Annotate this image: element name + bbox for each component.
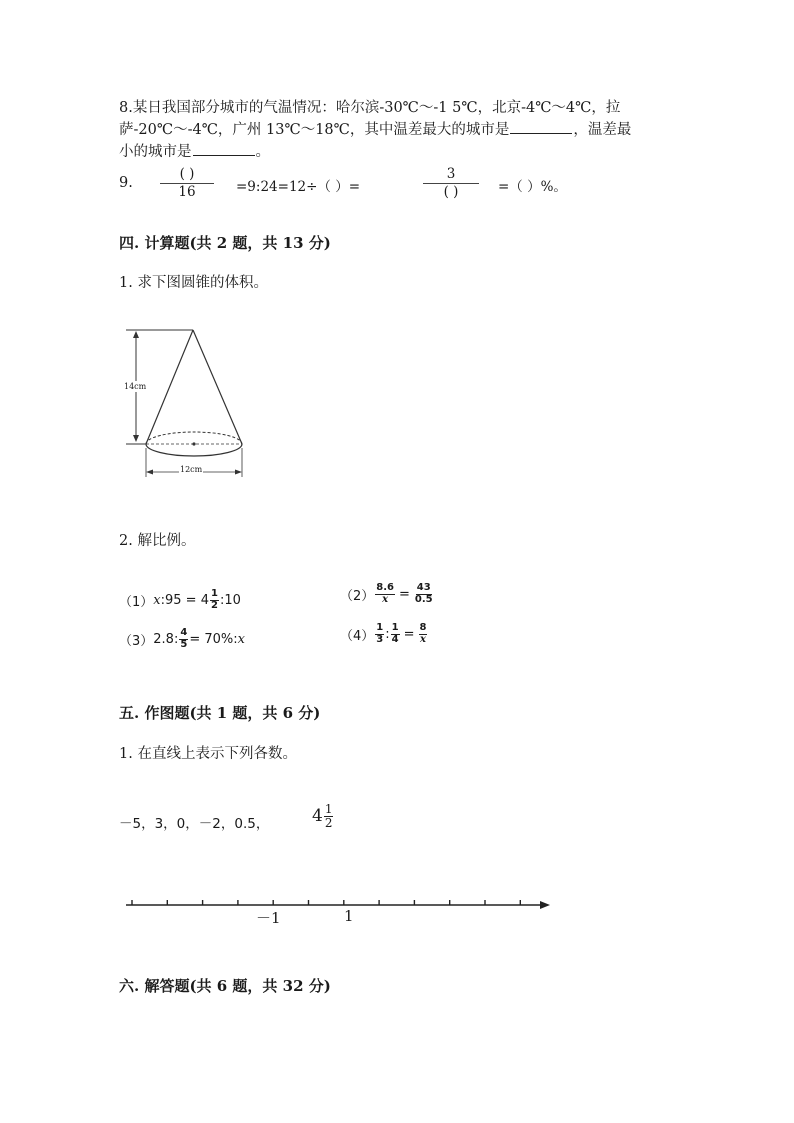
section5-heading: 五. 作图题(共 1 题，共 6 分) — [119, 704, 321, 722]
section4-q1: 1. 求下图圆锥的体积。 — [119, 275, 268, 291]
height-arrow-top — [133, 331, 139, 338]
diam-arrow-left — [146, 470, 153, 475]
p4-fraction-2: $\frac{1}{4}$ — [391, 622, 399, 645]
q8-line3-text-b: 。 — [255, 144, 270, 160]
cone-base-back — [146, 432, 242, 444]
proportion-3 — [119, 628, 245, 650]
cone-base-front — [146, 444, 242, 456]
tick-label-neg1: －1 — [256, 909, 281, 927]
p3-fraction: $\frac{4}{5}$ — [180, 627, 188, 650]
p1-rest: :95 = 4 — [160, 592, 209, 608]
q9-fraction-2 — [423, 166, 479, 200]
p4-equals: = — [403, 626, 415, 642]
cone-left-side — [146, 330, 193, 444]
section4-heading: 四. 计算题(共 2 题，共 13 分) — [119, 234, 331, 252]
q9-fraction-1 — [160, 166, 214, 200]
tick-label-pos1: 1 — [344, 907, 354, 925]
cone-diameter-label: 12cm — [180, 465, 203, 474]
p1-label: （1） — [119, 594, 154, 610]
p3-label: （3） — [119, 633, 154, 649]
q8-line2-text-b: ，温差最 — [573, 122, 632, 138]
q9-frac2-denominator: ( ) — [443, 184, 459, 200]
q9-number: 9. — [119, 175, 133, 191]
q9-tail: =（ ）%。 — [498, 179, 567, 195]
p3-var-x: x — [237, 631, 245, 647]
q8-line3-text-a: 小的城市是 — [119, 144, 192, 160]
q8-line2-text-a: 萨-20℃～-4℃，广州 13℃～18℃，其中温差最大的城市是 — [119, 122, 510, 138]
q8-line3 — [119, 140, 270, 161]
height-arrow-bottom — [133, 435, 139, 442]
mixed-whole: 4 — [312, 806, 323, 827]
section4-q2: 2. 解比例。 — [119, 533, 196, 549]
p2-label: （2） — [340, 588, 375, 604]
q9-frac1-denominator: 16 — [178, 184, 196, 200]
number-line[interactable] — [120, 892, 560, 914]
cone-right-side — [193, 330, 242, 444]
q9-frac1-numerator: ( ) — [179, 166, 195, 182]
p4-fraction-3: $\frac{8}{x}$ — [419, 622, 427, 645]
proportion-2 — [340, 583, 435, 605]
numbers-to-plot: －5，3，0，－2，0.5， — [119, 816, 270, 832]
mixed-number — [312, 803, 333, 829]
cone-center-dot — [192, 442, 195, 445]
mixed-fraction: 1 2 — [324, 802, 333, 830]
p4-label: （4） — [340, 628, 375, 644]
p2-fraction-1: $\frac{8.6}{x}$ — [376, 582, 394, 605]
q8-answer-blank-min[interactable] — [193, 155, 255, 156]
p4-colon: : — [385, 626, 390, 642]
p2-fraction-2: $\frac{43}{0.5}$ — [414, 582, 433, 605]
diam-arrow-right — [235, 470, 242, 475]
p2-equals: = — [399, 586, 410, 602]
q9-frac2-numerator: 3 — [446, 166, 456, 182]
p4-fraction-1: $\frac{1}{3}$ — [376, 622, 384, 645]
section6-heading: 六. 解答题(共 6 题，共 32 分) — [119, 977, 331, 995]
p3-left: 2.8: — [153, 631, 179, 647]
p3-right: = 70%: — [189, 631, 238, 647]
section5-q1: 1. 在直线上表示下列各数。 — [119, 746, 297, 762]
number-line-arrowhead — [540, 901, 550, 909]
p1-tail: :10 — [219, 592, 241, 608]
q8-line2 — [119, 118, 631, 139]
cone-figure — [118, 320, 258, 485]
p1-var-x: x — [153, 592, 161, 608]
proportion-4 — [340, 623, 428, 645]
q9-middle: =9:24=12÷（ ）= — [236, 179, 361, 195]
q8-line1: 8.某日我国部分城市的气温情况：哈尔滨-30℃～-1 5℃，北京-4℃～4℃，拉 — [119, 100, 621, 116]
q8-answer-blank-max[interactable] — [510, 133, 572, 134]
p1-fraction: $\frac{1}{2}$ — [210, 588, 218, 611]
cone-height-label: 14cm — [124, 382, 147, 391]
proportion-1 — [119, 589, 241, 611]
